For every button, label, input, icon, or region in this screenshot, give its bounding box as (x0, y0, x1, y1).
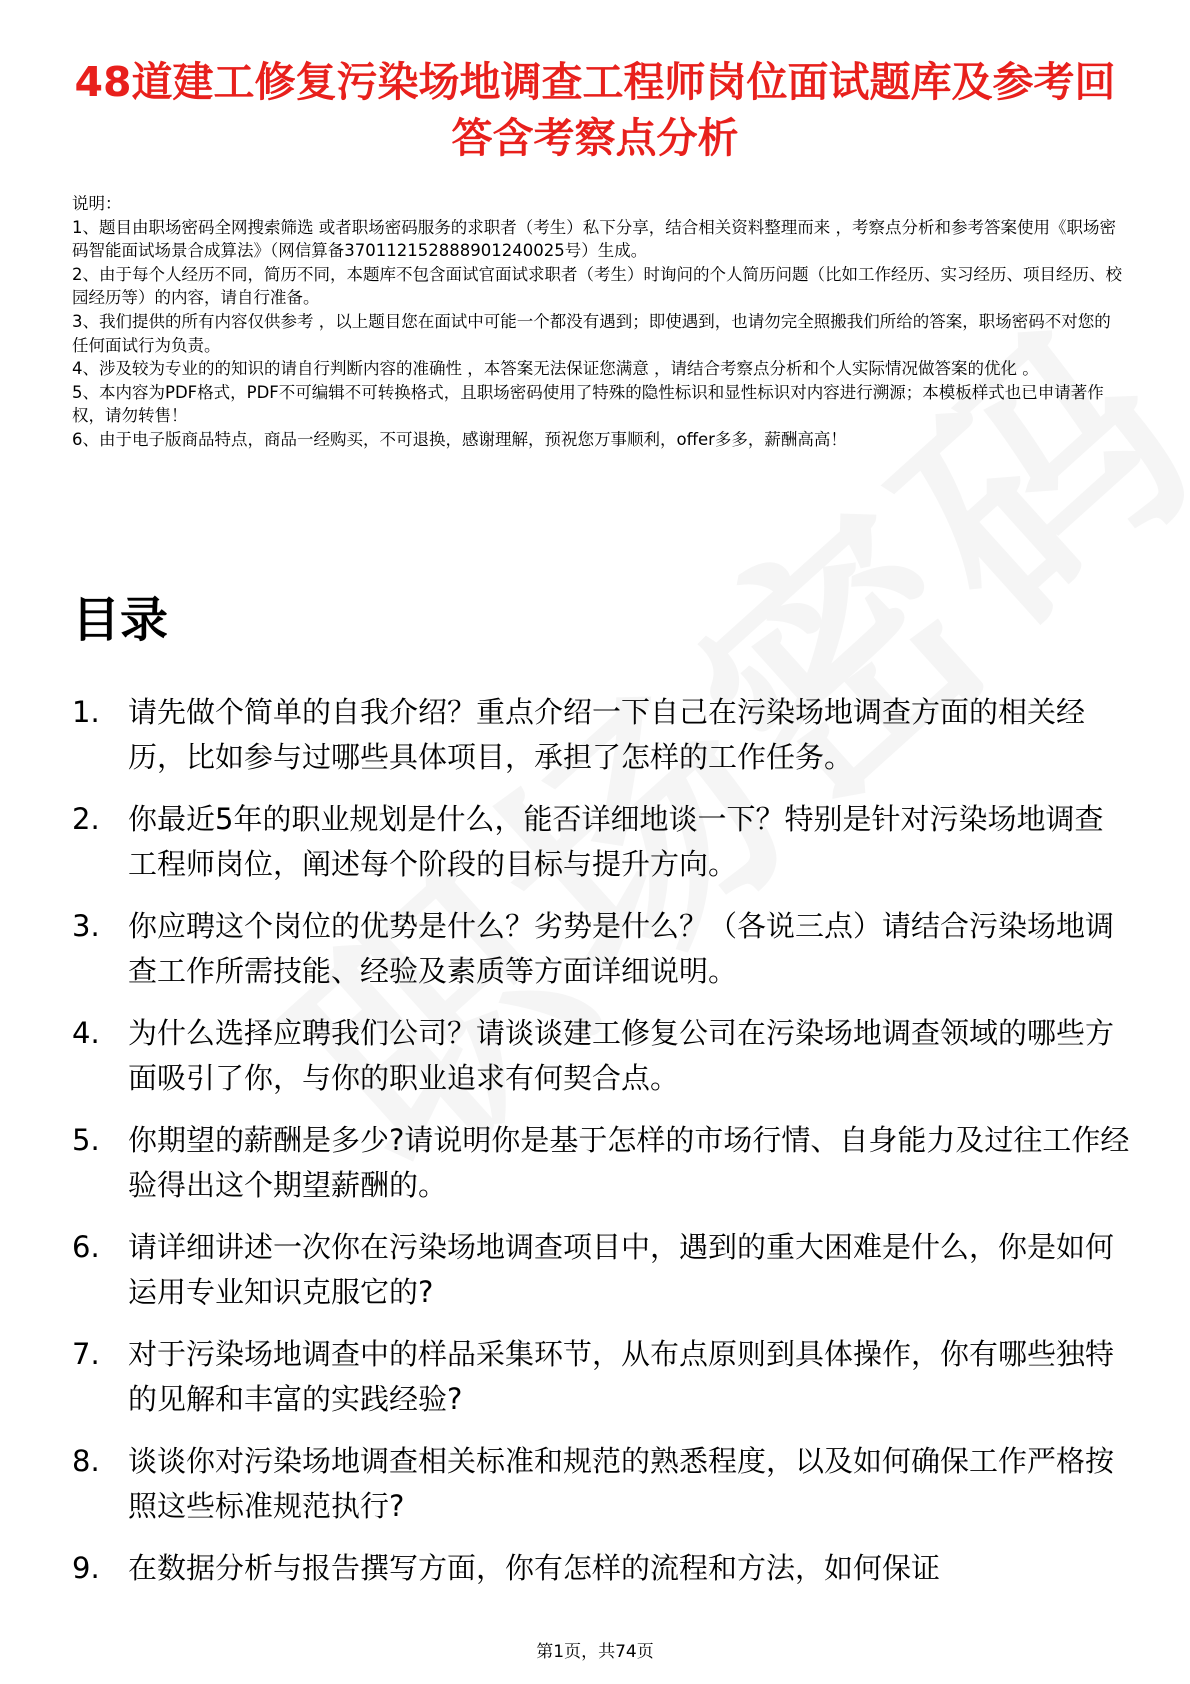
note-item: 3、我们提供的所有内容仅供参考 ，以上题目您在面试中可能一个都没有遇到；即使遇到，也请勿完全照搬我们所给的答案，职场密码不对您的任何面试行为负责。 (72, 311, 1111, 355)
toc-item (72, 690, 1132, 780)
toc-item-number: 6. (72, 1230, 100, 1264)
toc-item-text: 请先做个简单的自我介绍？重点介绍一下自己在污染场地调查方面的相关经历，比如参与过哪些具体项目，承担了怎样的工作任务。 (128, 695, 1086, 774)
note-item: 1、题目由职场密码全网搜索筛选 或者职场密码服务的求职者（考生）私下分享，结合相关资料整理而来 ，考察点分析和参考答案使用《职场密码智能面试场景合成算法》（网信算备370112152888901240025号）生成。 (72, 217, 1116, 261)
toc-item (72, 1011, 1132, 1101)
toc-item-text: 在数据分析与报告撰写方面，你有怎样的流程和方法，如何保证 (128, 1551, 941, 1585)
note-item: 5、本内容为PDF格式，PDF不可编辑不可转换格式，且职场密码使用了特殊的隐性标识和显性标识对内容进行溯源；本模板样式也已申请著作权，请勿转售！ (72, 382, 1104, 426)
toc-item-text: 你应聘这个岗位的优势是什么？劣势是什么？（各说三点）请结合污染场地调查工作所需技能、经验及素质等方面详细说明。 (128, 909, 1115, 988)
toc-item (72, 797, 1132, 887)
toc-item-number: 5. (72, 1123, 100, 1157)
toc-item (72, 1546, 1132, 1591)
notes-heading: 说明： (72, 194, 122, 213)
note-item: 2、由于每个人经历不同，简历不同，本题库不包含面试官面试求职者（考生）时询问的个人简历问题（比如工作经历、实习经历、项目经历、校园经历等）的内容，请自行准备。 (72, 264, 1122, 308)
page-title: 48道建工修复污染场地调查工程师岗位面试题库及参考回答含考察点分析 (74, 58, 1116, 162)
toc-item-number: 8. (72, 1444, 100, 1478)
toc-item (72, 1439, 1132, 1529)
notes-section (72, 192, 1122, 452)
toc-item-number: 9. (72, 1551, 100, 1585)
toc-item-text: 请详细讲述一次你在污染场地调查项目中，遇到的重大困难是什么，你是如何运用专业知识克服它的? (128, 1230, 1115, 1309)
toc-item (72, 1118, 1132, 1208)
toc-item-text: 对于污染场地调查中的样品采集环节，从布点原则到具体操作，你有哪些独特的见解和丰富的实践经验? (128, 1337, 1115, 1416)
page-footer: 第1页，共74页 (536, 1642, 654, 1662)
toc-item-text: 你最近5年的职业规划是什么，能否详细地谈一下？特别是针对污染场地调查工程师岗位，阐述每个阶段的目标与提升方向。 (128, 802, 1104, 881)
toc-item-text: 谈谈你对污染场地调查相关标准和规范的熟悉程度，以及如何确保工作严格按照这些标准规范执行? (128, 1444, 1115, 1523)
toc-item (72, 904, 1132, 994)
toc-item (72, 1332, 1132, 1422)
toc-item-number: 4. (72, 1016, 100, 1050)
toc-item (72, 1225, 1132, 1315)
toc-item-number: 7. (72, 1337, 100, 1371)
toc-item-text: 你期望的薪酬是多少?请说明你是基于怎样的市场行情、自身能力及过往工作经验得出这个期望薪酬的。 (128, 1123, 1130, 1202)
toc-item-number: 2. (72, 802, 100, 836)
toc-heading: 目录 (72, 592, 169, 648)
toc-item-text: 为什么选择应聘我们公司？请谈谈建工修复公司在污染场地调查领域的哪些方面吸引了你，与你的职业追求有何契合点。 (128, 1016, 1115, 1095)
table-of-contents (72, 690, 1132, 1608)
toc-item-number: 1. (72, 695, 100, 729)
note-item: 6、由于电子版商品特点，商品一经购买，不可退换，感谢理解，预祝您万事顺利，offer多多，薪酬高高！ (72, 429, 847, 449)
note-item: 4、涉及较为专业的的知识的请自行判断内容的准确性 ，本答案无法保证您满意 ，请结合考察点分析和个人实际情况做答案的优化 。 (72, 359, 1039, 379)
toc-item-number: 3. (72, 909, 100, 943)
